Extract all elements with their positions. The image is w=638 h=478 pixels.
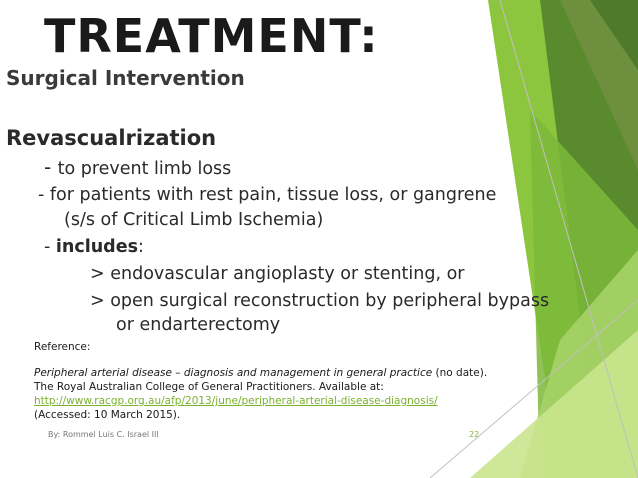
reference-citation [34,366,487,380]
includes-prefix: - [44,237,56,257]
reference-url-link[interactable]: http://www.racgp.org.au/afp/2013/june/peripheral-arterial-disease-diagnosis/ [34,395,438,407]
includes-label: includes [55,237,138,257]
bullet-includes [44,235,144,259]
reference-publisher: The Royal Australian College of General Practitioners. Available at: [34,381,384,393]
sub-bullet-endovascular: > endovascular angioplasty or stenting, or [90,264,465,284]
footer-author: By: Rommel Luis C. Israel III [48,430,159,439]
page-number: 22 [469,430,480,439]
slide-subtitle: Surgical Intervention [6,66,245,90]
reference-citation-date: (no date). [432,367,488,379]
slide-title: TREATMENT: [44,9,379,63]
reference-label: Reference: [34,341,91,353]
bullet-text: to prevent limb loss [57,159,232,179]
reference-citation-title: Peripheral arterial disease – diagnosis and management in general practice [34,367,433,379]
bullet-critical-limb-ischemia: (s/s of Critical Limb Ischemia) [64,210,324,230]
includes-suffix: : [138,237,144,257]
bullet-prevent-limb-loss [44,155,231,181]
sub-bullet-surgical-reconstruction: > open surgical reconstruction by peripheral bypass [90,291,550,311]
sub-bullet-endarterectomy: or endarterectomy [116,315,281,335]
reference-accessed-date: (Accessed: 10 March 2015). [34,409,181,421]
bullet-dash: - [44,155,58,179]
bullet-patients: - for patients with rest pain, tissue loss, or gangrene [38,185,497,205]
section-heading: Revascualrization [6,126,217,150]
